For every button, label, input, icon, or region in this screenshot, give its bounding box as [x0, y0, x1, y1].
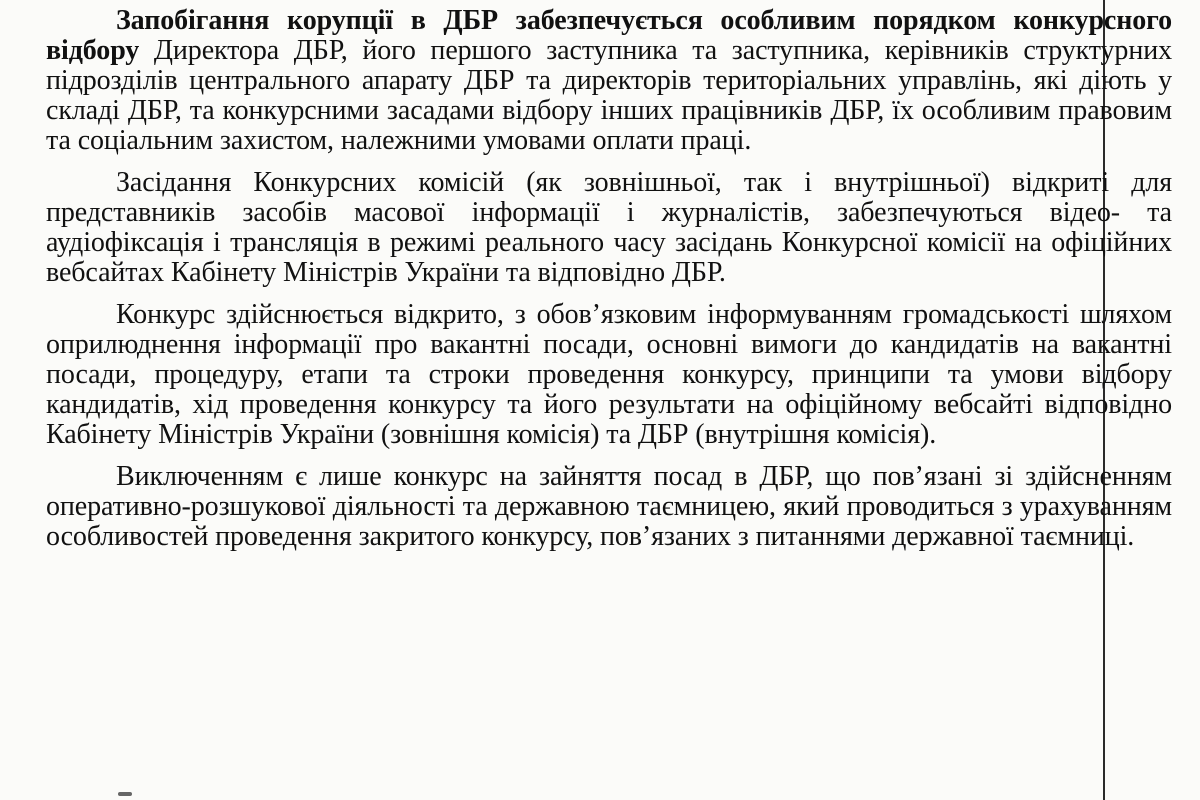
scan-artifact-mark	[118, 792, 132, 796]
paragraph-1-bold-lead: Запобігання корупції в ДБР забезпечується особливим порядком конкурсного відбору	[46, 5, 1172, 66]
paragraph-1-body: Директора ДБР, його першого заступника та заступника, керівників структурних підрозділів центрального апарату ДБР та директорів територіальних управлінь, які діють у складі ДБР, та конкурсними засадами відбору інших працівників ДБР, їх особливим правовим та соціальним захистом, належними умовами оплати праці.	[46, 35, 1172, 156]
paragraph-2	[46, 168, 1172, 288]
paragraph-1	[46, 6, 1172, 156]
paragraph-3-body: Конкурс здійснюється відкрито, з обов’язковим інформуванням громадськості шляхом оприлюднення інформації про вакантні посади, основні вимоги до кандидатів на вакантні посади, процедуру, етапи та строки проведення конкурсу, принципи та умови відбору кандидатів, хід проведення конкурсу та його результати на офіційному вебсайті відповідно Кабінету Міністрів України (зовнішня комісія) та ДБР (внутрішня комісія).	[46, 299, 1172, 450]
paragraph-4-body: Виключенням є лише конкурс на зайняття посад в ДБР, що пов’язані зі здійсненням оперативно-розшукової діяльності та державною таємницею, який проводиться з урахуванням особливостей проведення закритого конкурсу, пов’язаних з питаннями державної таємниці.	[46, 461, 1172, 552]
paragraph-4	[46, 462, 1172, 552]
document-text-block	[46, 6, 1172, 552]
paragraph-2-body: Засідання Конкурсних комісій (як зовнішньої, так і внутрішньої) відкриті для представників засобів масової інформації і журналістів, забезпечуються відео- та аудіофіксація і трансляція в режимі реального часу засідань Конкурсної комісії на офіційних вебсайтах Кабінету Міністрів України та відповідно ДБР.	[46, 167, 1172, 288]
paragraph-3	[46, 300, 1172, 450]
